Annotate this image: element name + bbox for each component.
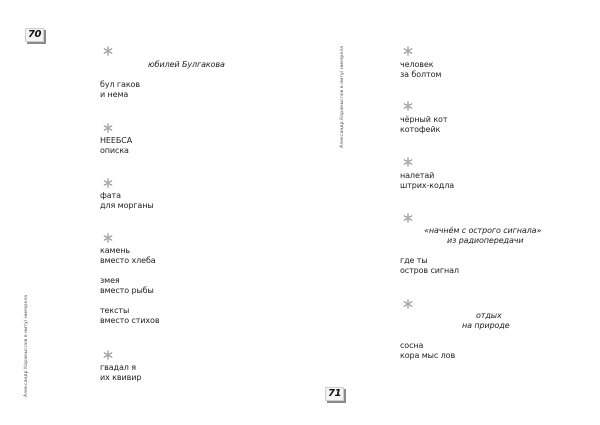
poem-line: налетай xyxy=(400,171,435,180)
poem xyxy=(100,246,159,326)
poem-line: и нема xyxy=(100,90,129,99)
poem-line: остров сигнал xyxy=(400,266,459,275)
poem-line: змея xyxy=(100,276,120,285)
poem-line: бул гаков xyxy=(100,80,140,89)
poem-title: отдых xyxy=(476,311,502,320)
poem xyxy=(400,115,447,135)
snowflake-star-icon xyxy=(103,233,113,243)
poem xyxy=(400,171,454,191)
snowflake-star-icon xyxy=(103,350,113,360)
poem xyxy=(100,191,154,211)
poem-line: НЕЕБСА xyxy=(100,136,133,145)
snowflake-star-icon xyxy=(403,157,413,167)
poem xyxy=(100,363,141,383)
snowflake-star-icon xyxy=(103,46,113,56)
snowflake-star-icon xyxy=(403,299,413,309)
poem xyxy=(400,226,570,276)
poem-title: юбилей Булгакова xyxy=(148,60,225,69)
snowflake-star-icon xyxy=(103,123,113,133)
page-number: 70 xyxy=(25,28,44,42)
poem-line: вместо хлеба xyxy=(100,256,156,265)
poem-line: их квивир xyxy=(100,373,142,382)
poem xyxy=(100,136,132,156)
poem-title: «начнём с острого сигнала» xyxy=(424,226,542,235)
poem-line: гвадал я xyxy=(100,363,136,372)
snowflake-star-icon xyxy=(403,46,413,56)
poem-line: штрих-кодла xyxy=(400,181,455,190)
poem-subtitle: на природе xyxy=(462,321,510,330)
poem-line: описка xyxy=(100,146,129,155)
snowflake-star-icon xyxy=(403,101,413,111)
poem-line: камень xyxy=(100,246,131,255)
poem xyxy=(100,60,260,100)
poem-line: фата xyxy=(100,191,121,200)
poem-line: вместо рыбы xyxy=(100,286,154,295)
poem-line: чёрный кот xyxy=(400,115,448,124)
right-page xyxy=(300,0,600,425)
vertical-author-line: Александр Корамыслов в ниту/ ниезрела xyxy=(340,45,345,148)
vertical-author-line: Александр Корамыслов в ниту/ ниезрела xyxy=(24,294,29,397)
poem-line: где ты xyxy=(400,256,428,265)
snowflake-star-icon xyxy=(403,213,413,223)
poem-line: человек xyxy=(400,60,434,69)
poem-line: сосна xyxy=(400,341,424,350)
poem xyxy=(400,60,441,80)
poem-line: для морганы xyxy=(100,201,154,210)
snowflake-star-icon xyxy=(103,178,113,188)
page-number: 71 xyxy=(325,387,344,401)
poem-line: кора мыс лов xyxy=(400,351,456,360)
poem xyxy=(400,311,570,361)
poem-line: тексты xyxy=(100,306,130,315)
poem-line: котофейк xyxy=(400,125,441,134)
poem-subtitle: из радиопередачи xyxy=(447,236,524,245)
poem-line: вместо стихов xyxy=(100,316,160,325)
poem-line: за болтом xyxy=(400,70,442,79)
